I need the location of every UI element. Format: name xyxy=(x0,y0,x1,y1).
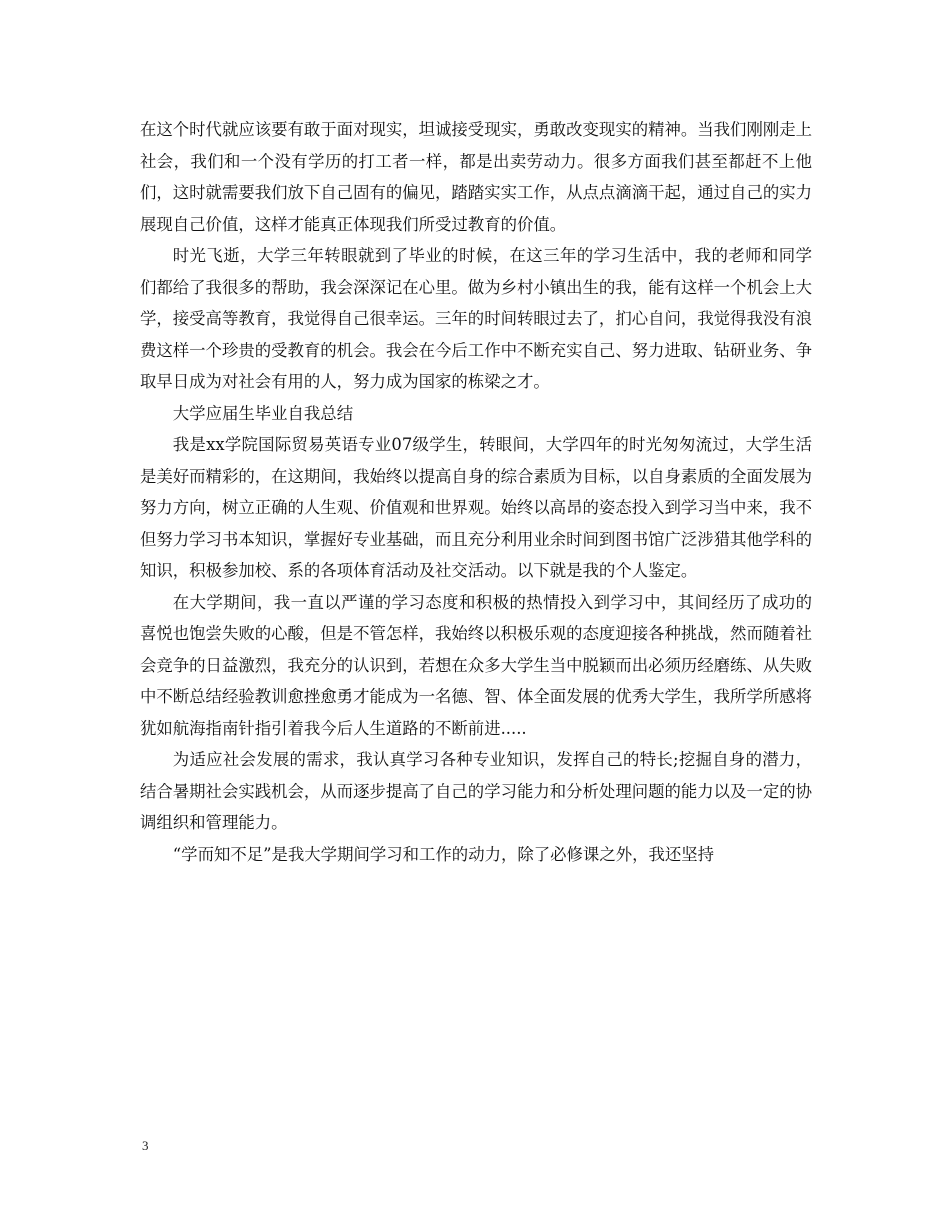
paragraph-graduation-reflection: 时光飞逝，大学三年转眼就到了毕业的时候，在这三年的学习生活中，我的老师和同学们都给了我很多的帮助，我会深深记在心里。做为乡村小镇出生的我，能有这样一个机会上大学，接受高等教育，我觉得自己很幸运。三年的时间转眼过去了，扪心自问，我觉得我没有浪费这样一个珍贵的受教育的机会。我会在今后工作中不断充实自己、努力进取、钻研业务、争取早日成为对社会有用的人，努力成为国家的栋梁之才。 xyxy=(140,246,813,391)
section-heading: 大学应届生毕业自我总结 xyxy=(172,403,354,423)
document-body xyxy=(140,114,812,870)
paragraph-self-introduction: 我是xx学院国际贸易英语专业07级学生，转眼间，大学四年的时光匆匆流过，大学生活是美好而精彩的，在这期间，我始终以提高自身的综合素质为目标，以自身素质的全面发展为努力方向，树立正确的人生观、价值观和世界观。始终以高昂的姿态投入到学习当中来，我不但努力学习书本知识，掌握好专业基础，而且充分利用业余时间到图书馆广泛涉猎其他学科的知识，积极参加校、系的各项体育活动及社交活动。以下就是我的个人鉴定。 xyxy=(140,435,813,580)
page-number: 3 xyxy=(142,1138,149,1153)
paragraph-learning-motivation: “学而知不足”是我大学期间学习和工作的动力，除了必修课之外，我还坚持 xyxy=(172,844,715,864)
paragraph-skills-development: 为适应社会发展的需求，我认真学习各种专业知识，发挥自己的特长;挖掘自身的潜力，结合暑期社会实践机会，从而逐步提高了自己的学习能力和分析处理问题的能力以及一定的协调组织和管理能力。 xyxy=(140,750,813,832)
paragraph-continuation: 在这个时代就应该要有敢于面对现实，坦诚接受现实，勇敢改变现实的精神。当我们刚刚走上社会，我们和一个没有学历的打工者一样，都是出卖劳动力。很多方面我们甚至都赶不上他们，这时就需要我们放下自己固有的偏见，踏踏实实工作，从点点滴滴干起，通过自己的实力展现自己价值，这样才能真正体现我们所受过教育的价值。 xyxy=(140,120,813,234)
paragraph-study-attitude: 在大学期间，我一直以严谨的学习态度和积极的热情投入到学习中，其间经历了成功的喜悦也饱尝失败的心酸，但是不管怎样，我始终以积极乐观的态度迎接各种挑战，然而随着社会竞争的日益激烈，我充分的认识到，若想在众多大学生当中脱颖而出必须历经磨练、从失败中不断总结经验教训愈挫愈勇才能成为一名德、智、体全面发展的优秀大学生，我所学所感将犹如航海指南针指引着我今后人生道路的不断前进..... xyxy=(140,592,813,738)
